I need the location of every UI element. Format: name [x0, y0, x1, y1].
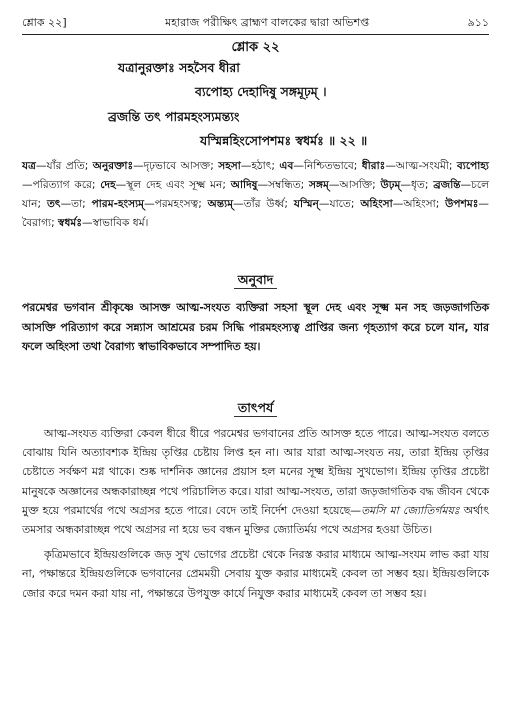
synonym-entry: অহিংসা—অহিংসা;	[360, 198, 446, 210]
word-synonyms	[22, 157, 489, 233]
synonym-entry: দেহ—স্থূল দেহ এবং সূক্ষ্ম মন;	[100, 179, 231, 191]
synonym-entry: এব—নিশ্চিতভাবে;	[279, 160, 362, 172]
synonym-entry: যত্র—যাঁর প্রতি;	[22, 160, 93, 172]
purport-heading: তাৎপর্য	[0, 400, 511, 420]
vedic-quote: তমসি মা জ্যোতির্গময়ঃ	[361, 503, 460, 517]
translation-text: পরমেশ্বর ভগবান শ্রীকৃষ্ণে আসক্ত আত্ম-সংযত ব্যক্তিরা সহসা স্থূল দেহ এবং সূক্ষ্ম মন সহ জড়জাগতিক আসক্তি পরিত্যাগ করে সন্ন্যাস আশ্রমের চরম সিদ্ধি পারমহংস্যত্ব প্রাপ্তির জন্য গৃহত্যাগ করে চলে যান, যার ফলে অহিংসা তথা বৈরাগ্য স্বাভাবিকভাবে সম্পাদিত হয়।	[22, 301, 489, 353]
synonym-entry: যস্মিন্—যাতে;	[293, 198, 361, 210]
synonym-entry: সহসা—হঠাৎ;	[218, 160, 280, 172]
synonym-entry: আদিষু—সম্বন্ধিত;	[230, 179, 309, 191]
purport-paragraph-1: আত্ম-সংযত ব্যক্তিরা কেবল ধীরে ধীরে পরমেশ্বর ভগবানের প্রতি আসক্ত হতে পারে। আত্ম-সংযত বলতে বোঝায় যিনি অত্যাবশ্যক ইন্দ্রিয় তৃপ্তির চেষ্টায় লিপ্ত হন না। আর যারা আত্ম-সংযত নয়, তারা ইন্দ্রিয় তৃপ্তির চেষ্টাতে সর্বক্ষণ মগ্ন থাকে। শুষ্ক দার্শনিক জ্ঞানের প্রয়াস হল মনের সূক্ষ্ম ইন্দ্রিয় সুখভোগ। ইন্দ্রিয় তৃপ্তির প্রচেষ্টা মানুষকে অজ্ঞানের অন্ধকারাচ্ছন্ন পথে পরিচালিত করে। যারা আত্ম-সংযত, তারা জড়জাগতিক বদ্ধ জীবন থেকে মুক্ত হয়ে পরমার্থের পথে অগ্রসর হতে পারে। বেদে তাই নির্দেশ দেওয়া হয়েছে—তমসি মা জ্যোতির্গময়ঃ অর্থাৎ তমসার অন্ধকারাচ্ছন্ন পথে অগ্রসর না হয়ে ভব বন্ধন মুক্তির জ্যোতির্ময় পথে অগ্রসর হওয়া উচিত।	[22, 427, 489, 537]
synonym-entry: ধীরাঃ—আত্ম-সংযমী;	[361, 160, 457, 172]
page-number: ৯১১	[467, 15, 489, 29]
verse-line-2: ব্যপোহ্য দেহাদিষু সঙ্গমূঢ়ম্ ।	[195, 84, 327, 99]
synonym-entry: স্বধর্মঃ—স্বাভাবিক ধর্ম।	[58, 217, 149, 229]
verse-line-4: যস্মিন্নহিংসোপশমঃ স্বধর্মঃ ॥ ২২ ॥	[200, 133, 368, 148]
header-divider	[22, 34, 489, 35]
synonym-entry: অনুরক্তাঃ—দৃঢ়ভাবে আসক্ত;	[92, 160, 219, 172]
header-verse-ref: শ্লোক ২২]	[22, 15, 67, 29]
synonym-entry: উঢ়ম্—ধৃত;	[380, 179, 434, 191]
synonym-entry: ব্রজন্তি—চলে যান;	[22, 179, 490, 210]
verse-line-1: যত্রানুরক্তাঃ সহসৈব ধীরা	[118, 60, 240, 75]
purport-paragraph-2: কৃত্রিমভাবে ইন্দ্রিয়গুলিকে জড় সুখ ভোগের প্রচেষ্টা থেকে নিরস্ত করার মাধ্যমে আত্ম-সংযম লাভ করা যায় না, পক্ষান্তরে ইন্দ্রিয়গুলিকে ভগবানের প্রেমময়ী সেবায় যুক্ত করার মাধ্যমেই কেবল তা সম্ভব হয়। ইন্দ্রিয়গুলিকে জোর করে দমন করা যায় না, পক্ষান্তরে উপযুক্ত কার্যে নিযুক্ত করার মাধ্যমেই কেবল তা সম্ভব হয়।	[22, 548, 489, 600]
header-chapter-title: মহারাজ পরীক্ষিৎ ব্রাহ্মণ বালকের দ্বারা অভিশপ্ত	[165, 15, 370, 29]
translation-heading: অনুবাদ	[0, 272, 511, 292]
verse-line-3: ব্রজন্তি তৎ পারমহংস্যমন্ত্যং	[108, 109, 240, 124]
synonym-entry: অন্ত্যম্—তাঁর উর্ধ্ব;	[207, 198, 294, 210]
purport-body	[22, 424, 489, 603]
verse-title: শ্লোক ২২	[231, 40, 280, 55]
running-header	[22, 14, 489, 32]
synonym-entry: তৎ—তা;	[46, 198, 92, 210]
synonym-entry: উপশমঃ—বৈরাগ্য;	[22, 198, 489, 229]
synonym-entry: পারম-হংস্যম্—পরমহংসত্ব;	[91, 198, 208, 210]
synonym-entry: ব্যপোহ্য—পরিত্যাগ করে;	[22, 160, 490, 191]
synonym-entry: সঙ্গম্—আসক্তি;	[308, 179, 381, 191]
